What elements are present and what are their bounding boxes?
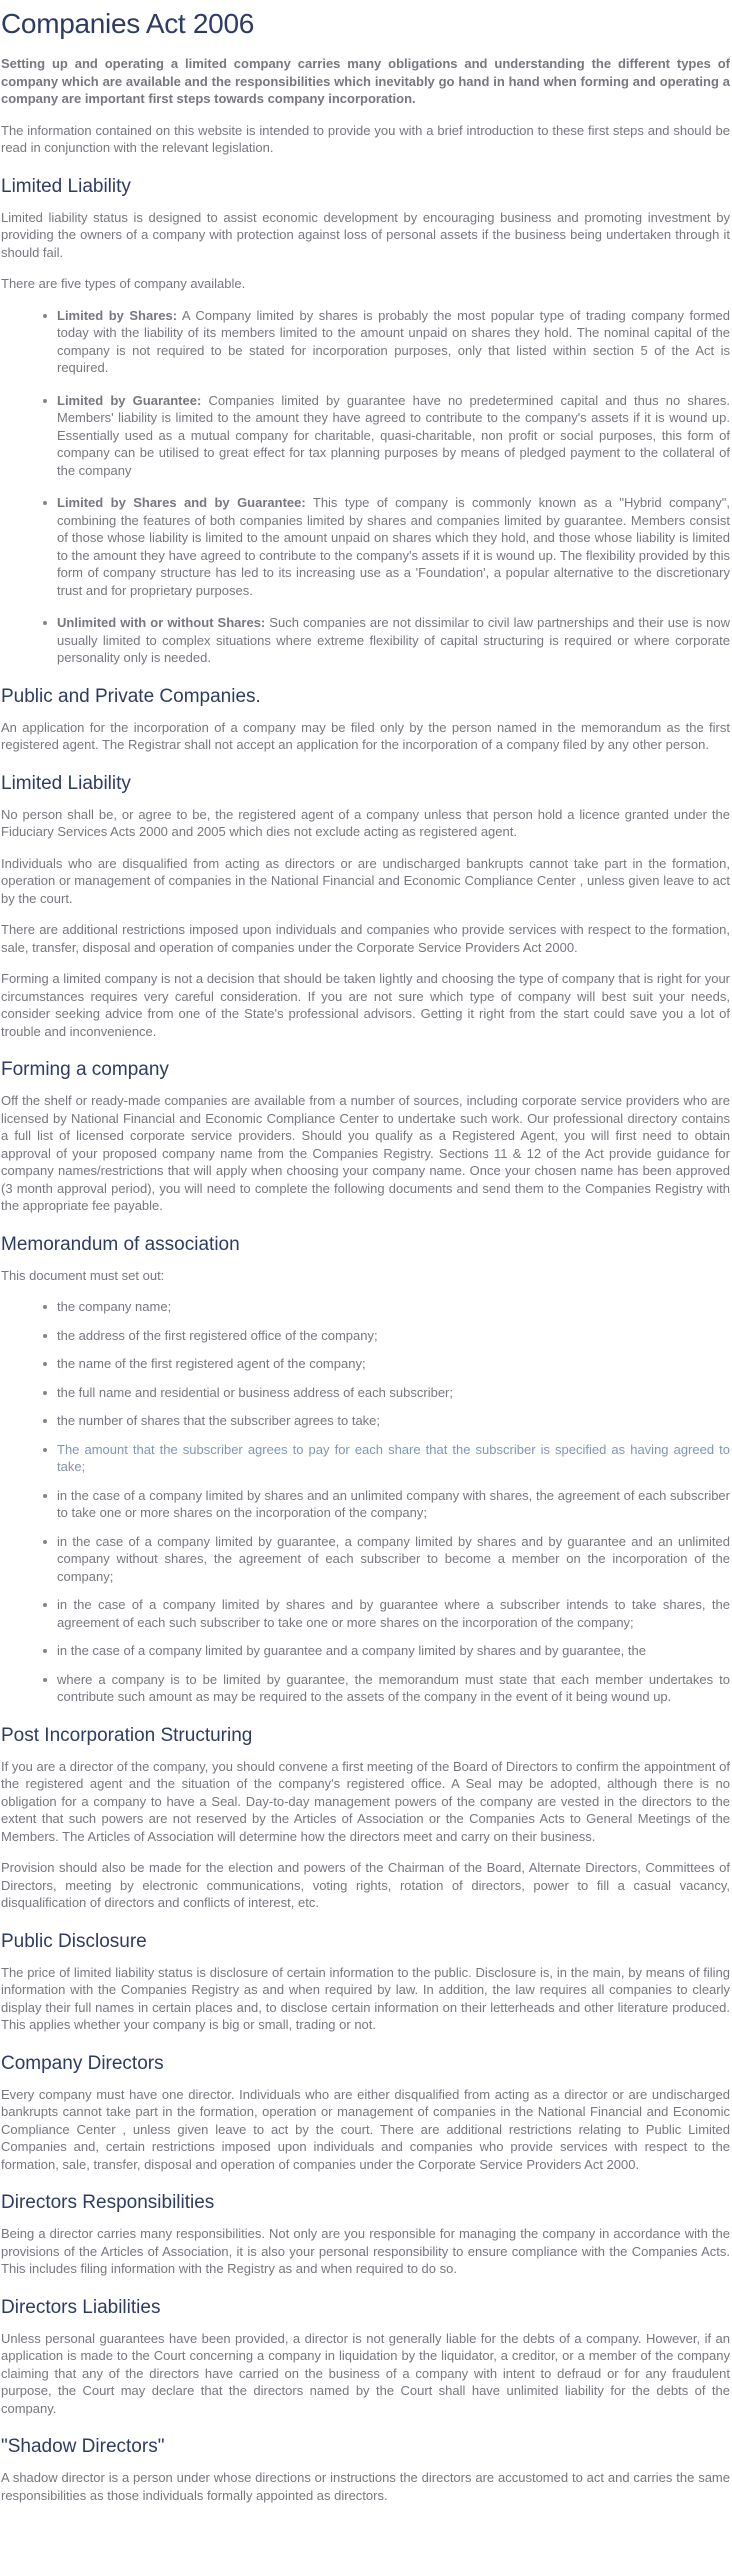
section-heading: Forming a company [1,1059,169,1080]
section-heading: "Shadow Directors" [1,2436,165,2457]
bullet-item: in the case of a company limited by guarantee, a company limited by shares and by guarantee and an unlimited company without shares, the agreement of each subscriber to become a member on the incorporation of the company; [57,1533,730,1584]
body-paragraph: An application for the incorporation of a company may be filed only by the person named in the memorandum as the first registered agent. The Registrar shall not accept an application for the incorporation of a company filed by any other person. [1,719,730,752]
body-paragraph: Every company must have one director. Individuals who are either disqualified from acting as a director or are undischarged bankrupts cannot take part in the formation, operation or management of companies in the National Financial and Economic Compliance Center , unless given leave to act by the court. There are additional restrictions relating to Public Limited Companies and, certain restrictions imposed upon individuals and companies who provide services with respect to the formation, sale, transfer, disposal and operation of companies under the Corporate Service Providers Act 2000. [1,2086,730,2172]
section-heading: Public and Private Companies. [1,685,261,707]
body-paragraph: Individuals who are disqualified from acting as directors or are undischarged bankrupts cannot take part in the formation, operation or management of companies in the National Financial and Economic Compliance Center , unless given leave to act by the court. [1,855,730,906]
section-directors-responsibilities [1,2192,730,2278]
body-paragraph: Forming a limited company is not a decision that should be taken lightly and choosing the type of company that is right for your circumstances requires very careful consideration. If you are not sure which type of company will best suit your needs, consider seeking advice from one of the State's professional advisors. Getting it right from the start could save you a lot of trouble and inconvenience. [1,971,730,1039]
bullet-item: the name of the first registered agent of the company; [57,1355,730,1373]
intro-paragraph: The information contained on this website is intended to provide you with a brief introduction to these first steps and should be read in conjunction with the relevant legislation. [1,122,730,155]
bullet-label: Limited by Guarantee: [57,392,202,408]
bullet-label: Limited by Shares and by Guarantee: [57,495,306,510]
bullet-item [57,307,730,377]
body-paragraph: No person shall be, or agree to be, the registered agent of a company unless that person hold a licence granted under the Fiduciary Services Acts 2000 and 2005 which dies not exclude acting as registered agent. [1,806,730,839]
section-post-incorporation-structuring [1,1725,730,1912]
body-paragraph: Unless personal guarantees have been provided, a director is not generally liable for the debts of a company. However, if an application is made to the Court concerning a company in liquidation by the liquidator, a creditor, or a member of the company claiming that any of the directors have carried on the business of a company with intent to defraud or for any fraudulent purpose, the Court may declare that the directors named by the Court shall have unlimited liability for the debts of the company. [1,2330,730,2416]
body-paragraph: There are five types of company available. [1,276,246,291]
page-title: Companies Act 2006 [1,8,254,39]
section-heading: Public Disclosure [1,1930,147,1952]
bullet-label: Unlimited with or without Shares: [57,615,266,630]
body-paragraph: A shadow director is a person under whose directions or instructions the directors are accustomed to act and carries the same responsibilities as those individuals formally appointed as directors. [1,2470,730,2503]
lead-paragraph: Setting up and operating a limited company carries many obligations and understanding the different types of company which are available and the responsibilities which inevitably go hand in hand when forming and operating a company are important first steps towards company incorporation. [1,56,730,106]
section-heading: Limited Liability [1,175,131,197]
body-paragraph: Being a director carries many responsibilities. Not only are you responsible for managing the company in accordance with the provisions of the Articles of Association, it is also your personal responsibility to ensure compliance with the Companies Acts. This includes filing information with the Registry as and when required to do so. [1,2226,730,2276]
bullet-item [57,494,730,599]
bullet-item: in the case of a company limited by shares and an unlimited company with shares, the agreement of each subscriber to take one or more shares on the incorporation of the company; [57,1487,730,1520]
section-forming-a-company [1,1059,730,1215]
body-paragraph: Limited liability status is designed to assist economic development by encouraging business and promoting investment by providing the owners of a company with protection against loss of personal assets if the business being undertaken through it should fail. [1,209,730,260]
body-paragraph: This document must set out: [1,1267,165,1283]
body-paragraph: Off the shelf or ready-made companies are available from a number of sources, including corporate service providers who are licensed by National Financial and Economic Compliance Center to undertake such work. Our professional directory contains a full list of licensed corporate service providers. Should you qualify as a Registered Agent, you will first need to obtain approval of your proposed company name from the Companies Registry. Sections 11 & 12 of the Act provide guidance for company names/restrictions that will apply when choosing your company name. Once your chosen name has been approved (3 month approval period), you will need to complete the following documents and send them to the Companies Registry with the appropriate fee payable. [1,1093,730,1213]
bullet-text: This type of company is commonly known as a "Hybrid company", combining the features of both companies limited by shares and companies limited by guarantee. Members consist of those whose liability is limited to the amount unpaid on shares which they hold, and those whose liability is limited to the amount they have agreed to contribute to the company's assets if it is wound up. The flexibility provided by this form of company structure has led to its increasing use as a 'Foundation', a popular alternative to the discretionary trust and for proprietary purposes. [57,495,730,598]
bullet-label: Limited by Shares: [57,307,178,323]
bullet-item [57,392,730,480]
bullet-item: the address of the first registered office of the company; [57,1327,730,1345]
bullet-item: the full name and residential or business address of each subscriber; [57,1384,730,1402]
section-public-private-companies [1,686,730,754]
body-paragraph: If you are a director of the company, you should convene a first meeting of the Board of Directors to confirm the appointment of the registered agent and the situation of the company's registered office. A Seal may be adopted, although there is no obligation for a company to have a Seal. Day-to-day management powers of the company are vested in the directors to the extent that such powers are not reserved by the Articles of Association or the Companies Acts to General Meetings of the Members. The Articles of Association will determine how the directors meet and carry on their business. [1,1758,730,1844]
section-limited-liability-agents [1,773,730,1041]
section-heading: Post Incorporation Structuring [1,1724,253,1746]
bullet-item: where a company is to be limited by guarantee, the memorandum must state that each member undertakes to contribute such amount as may be required to the assets of the company in the event of it being wound up. [57,1671,730,1704]
bullet-text: A Company limited by shares is probably the most popular type of trading company formed today with the liability of its members limited to the amount unpaid on shares they hold. The nominal capital of the company is not required to be stated for incorporation purposes, only that listed within section 5 of the Act is required. [57,307,730,375]
company-types-list [1,307,730,667]
section-memorandum-of-association [1,1234,730,1706]
section-limited-liability-types [1,176,730,667]
section-company-directors [1,2053,730,2174]
bullet-item: the company name; [57,1298,730,1316]
bullet-text: Companies limited by guarantee have no predetermined capital and thus no shares. Members' liability is limited to the amount they have agreed to contribute to the company's assets if it is wound up. Essentially used as a mutual company for charitable, quasi-charitable, non profit or social purposes, this form of company can be utilised to great effect for tax planning purposes by means of pledged payment to the collateral of the company [57,392,730,478]
section-heading: Limited Liability [1,772,131,794]
section-public-disclosure [1,1931,730,2034]
section-heading: Company Directors [1,2052,164,2074]
bullet-item [57,614,730,667]
bullet-item-highlighted: The amount that the subscriber agrees to pay for each share that the subscriber is specified as having agreed to take; [57,1441,730,1474]
bullet-item: in the case of a company limited by guarantee and a company limited by shares and by guarantee, the [57,1642,730,1660]
body-paragraph: Provision should also be made for the election and powers of the Chairman of the Board, Alternate Directors, Committees of Directors, meeting by electronic communications, voting rights, rotation of directors, power to fill a casual vacancy, disqualification of directors and conflicts of interest, etc. [1,1860,730,1910]
bullet-item: in the case of a company limited by shares and by guarantee where a subscriber intends to take shares, the agreement of each such subscriber to take one or more shares on the incorporation of the company; [57,1597,730,1630]
body-paragraph: The price of limited liability status is disclosure of certain information to the public. Disclosure is, in the main, by means of filing information with the Companies Registry as and when required by law. In addition, the law requires all companies to clearly display their full names in certain places and, to disclose certain information on their letterheads and other literature produced. This applies whether your company is big or small, trading or not. [1,1964,730,2032]
section-directors-liabilities [1,2297,730,2418]
bullet-item: the number of shares that the subscriber agrees to take; [57,1412,730,1430]
section-heading: Memorandum of association [1,1233,240,1255]
section-shadow-directors [1,2436,730,2504]
section-heading: Directors Liabilities [1,2296,161,2318]
memorandum-requirements-list [1,1298,730,1706]
bullet-text: Such companies are not dissimilar to civil law partnerships and their use is now usually limited to complex situations where extreme flexibility of capital structuring is required or where corporate personality only is needed. [57,615,730,665]
body-paragraph: There are additional restrictions imposed upon individuals and companies who provide services with respect to the formation, sale, transfer, disposal and operation of companies under the Corporate Service Providers Act 2000. [1,922,730,955]
section-heading: Directors Responsibilities [1,2192,215,2213]
